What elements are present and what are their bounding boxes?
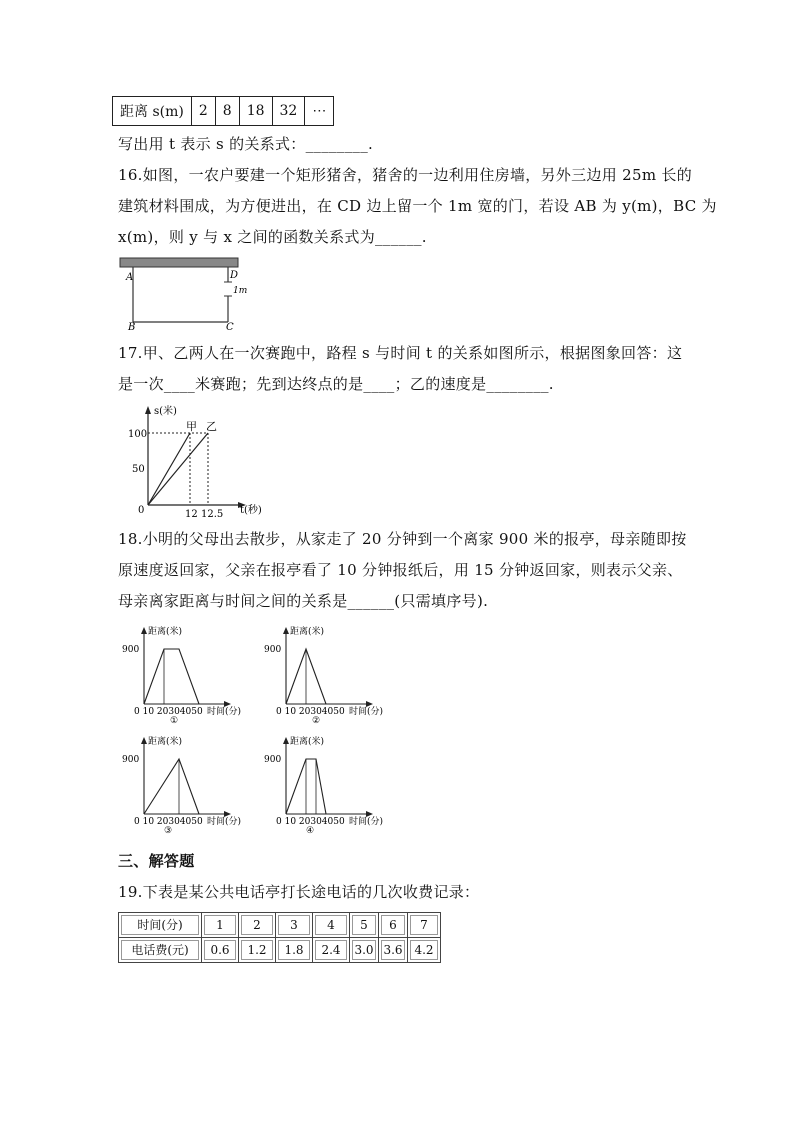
x-tick-12-5: 12.5 bbox=[201, 509, 224, 520]
y-axis-label: 距离(米) bbox=[290, 627, 325, 637]
cell-text: 时间(分) bbox=[121, 915, 199, 935]
walk-graph-4 bbox=[262, 732, 402, 834]
pig-pen-figure bbox=[118, 256, 248, 332]
q17-line2: 是一次____米赛跑；先到达终点的是____；乙的速度是________. bbox=[118, 375, 554, 393]
y-axis-arrow bbox=[141, 627, 147, 634]
y-tick-50: 50 bbox=[132, 464, 145, 475]
y-tick-900: 900 bbox=[122, 645, 140, 655]
y-axis-arrow bbox=[283, 627, 289, 634]
path-graph bbox=[144, 759, 199, 814]
section-heading: 三、解答题 bbox=[118, 852, 195, 870]
label-d: D bbox=[230, 270, 239, 281]
x-ticks: 0 10 20304050 bbox=[134, 817, 203, 827]
y-axis-arrow bbox=[141, 737, 147, 744]
cell-text: 5 bbox=[352, 915, 376, 935]
cell-text: 4.2 bbox=[410, 940, 438, 960]
walk-graph-3 bbox=[120, 732, 260, 834]
x-axis-label: t(秒) bbox=[240, 505, 262, 516]
label-b: B bbox=[128, 322, 136, 332]
table-cell: 8 bbox=[215, 97, 239, 126]
table-cell bbox=[276, 913, 313, 938]
graph-number: ② bbox=[312, 716, 321, 724]
table-header-cell: 距离 s(m) bbox=[113, 97, 192, 126]
x-axis-label: 时间(分) bbox=[207, 707, 242, 717]
table-cell bbox=[239, 938, 276, 963]
x-ticks: 0 10 20304050 bbox=[276, 817, 345, 827]
label-c: C bbox=[226, 322, 234, 332]
table-cell bbox=[313, 938, 350, 963]
door-label: 1m bbox=[233, 286, 248, 296]
table-row bbox=[113, 97, 334, 126]
q16-line2: 建筑材料围成，为方便进出，在 CD 边上留一个 1m 宽的门，若设 AB 为 y(m)，BC 为 bbox=[118, 197, 717, 215]
y-tick-900: 900 bbox=[264, 755, 282, 765]
walk-graph-1 bbox=[120, 622, 260, 724]
x-axis-label: 时间(分) bbox=[349, 817, 384, 827]
cell-text: 7 bbox=[410, 915, 438, 935]
q16-line1: 16.如图，一农户要建一个矩形猪舍，猪舍的一边利用住房墙，另外三边用 25m 长的 bbox=[118, 166, 693, 184]
table-cell bbox=[408, 913, 441, 938]
y-axis-label: 距离(米) bbox=[148, 737, 183, 747]
distance-table bbox=[112, 96, 334, 126]
table-header-cell bbox=[119, 938, 202, 963]
table-cell: 32 bbox=[272, 97, 305, 126]
table-cell bbox=[202, 913, 239, 938]
q15-tail-text: 写出用 t 表示 s 的关系式：________. bbox=[118, 135, 374, 153]
q16-line3: x(m)，则 y 与 x 之间的函数关系式为______. bbox=[118, 228, 427, 246]
y-axis-arrow bbox=[283, 737, 289, 744]
cell-text: 4 bbox=[315, 915, 347, 935]
house-wall bbox=[120, 258, 238, 267]
cell-text: 6 bbox=[381, 915, 405, 935]
y-tick-900: 900 bbox=[122, 755, 140, 765]
q18-line1: 18.小明的父母出去散步，从家走了 20 分钟到一个离家 900 米的报亭，母亲随即按 bbox=[118, 530, 687, 548]
x-axis-label: 时间(分) bbox=[349, 707, 384, 717]
table-cell bbox=[379, 938, 408, 963]
table-row bbox=[119, 913, 441, 938]
y-axis-arrow bbox=[145, 406, 151, 414]
cell-text: 2 bbox=[241, 915, 273, 935]
origin-label: 0 bbox=[138, 505, 145, 516]
y-axis-label: s(米) bbox=[154, 406, 177, 417]
cell-text: 1.2 bbox=[241, 940, 273, 960]
table-row bbox=[119, 938, 441, 963]
cell-text: 电话费(元) bbox=[121, 940, 199, 960]
x-ticks: 0 10 20304050 bbox=[134, 707, 203, 717]
graph-number: ④ bbox=[306, 826, 315, 834]
table-cell: ⋯ bbox=[305, 97, 334, 126]
phone-fee-table bbox=[118, 912, 441, 963]
table-cell bbox=[379, 913, 408, 938]
cell-text: 2.4 bbox=[315, 940, 347, 960]
cell-text: 3.0 bbox=[352, 940, 376, 960]
table-cell: 2 bbox=[191, 97, 215, 126]
cell-text: 3.6 bbox=[381, 940, 405, 960]
table-cell bbox=[239, 913, 276, 938]
table-cell bbox=[350, 938, 379, 963]
table-header-cell bbox=[119, 913, 202, 938]
x-ticks: 0 10 20304050 bbox=[276, 707, 345, 717]
y-axis-label: 距离(米) bbox=[148, 627, 183, 637]
y-tick-900: 900 bbox=[264, 645, 282, 655]
y-tick-100: 100 bbox=[128, 429, 148, 440]
graph-number: ③ bbox=[164, 826, 173, 834]
table-cell: 18 bbox=[239, 97, 272, 126]
q18-line2: 原速度返回家，父亲在报亭看了 10 分钟报纸后，用 15 分钟返回家，则表示父亲、 bbox=[118, 561, 683, 579]
cell-text: 0.6 bbox=[204, 940, 236, 960]
line-yi bbox=[148, 433, 208, 505]
cell-text: 1.8 bbox=[278, 940, 310, 960]
q19-line1: 19.下表是某公共电话亭打长途电话的几次收费记录： bbox=[118, 883, 480, 901]
cell-text: 1 bbox=[204, 915, 236, 935]
table-cell bbox=[350, 913, 379, 938]
x-axis-label: 时间(分) bbox=[207, 817, 242, 827]
race-graph bbox=[118, 400, 288, 520]
q17-line1: 17.甲、乙两人在一次赛跑中，路程 s 与时间 t 的关系如图所示，根据图象回答：这 bbox=[118, 344, 683, 362]
label-a: A bbox=[126, 272, 134, 283]
cell-text: 3 bbox=[278, 915, 310, 935]
y-axis-label: 距离(米) bbox=[290, 737, 325, 747]
series-label-jia: 甲 bbox=[186, 420, 197, 433]
path-graph bbox=[144, 649, 199, 704]
graph-number: ① bbox=[170, 716, 179, 724]
x-tick-12: 12 bbox=[185, 509, 198, 520]
table-cell bbox=[276, 938, 313, 963]
table-cell bbox=[202, 938, 239, 963]
walk-graph-2 bbox=[262, 622, 402, 724]
series-label-yi: 乙 bbox=[206, 420, 217, 433]
q18-line3: 母亲离家距离与时间之间的关系是______(只需填序号). bbox=[118, 592, 489, 610]
table-cell bbox=[313, 913, 350, 938]
table-cell bbox=[408, 938, 441, 963]
line-jia bbox=[148, 433, 190, 505]
